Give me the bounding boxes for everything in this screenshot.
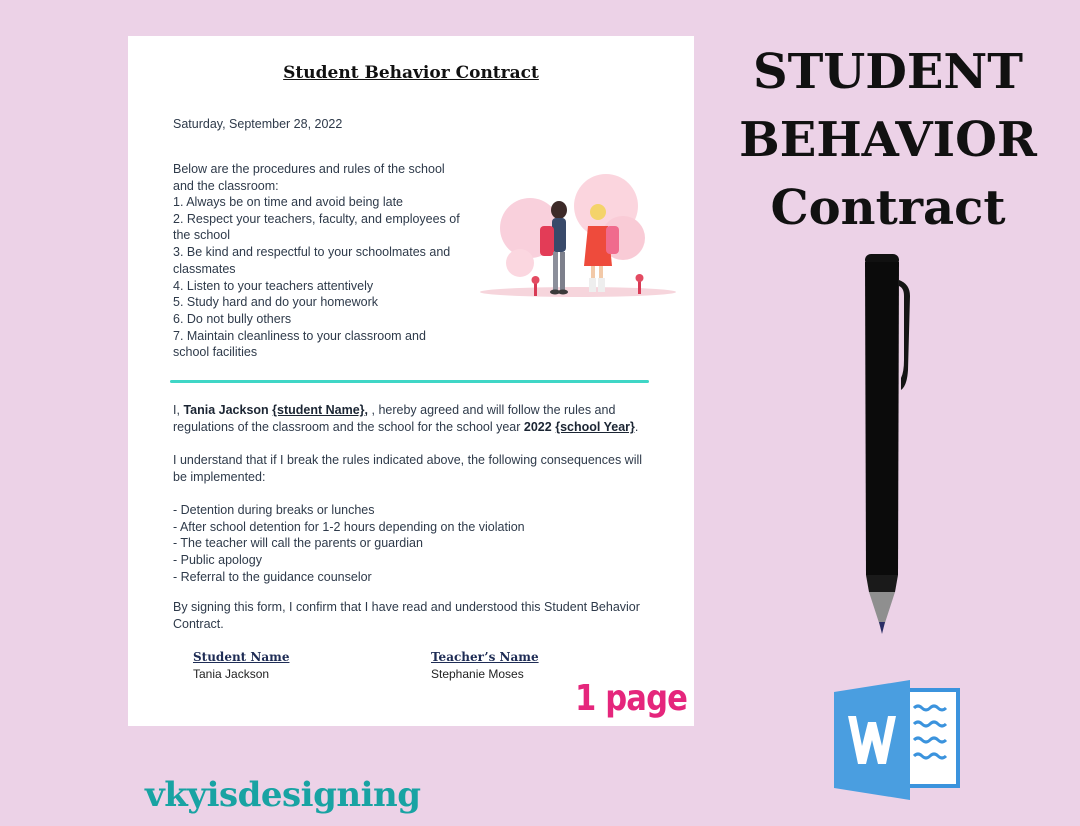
rules-intro: Below are the procedures and rules of the school and the classroom:: [173, 162, 445, 193]
agreement-body: , hereby agreed and will follow the rules and regulations of the classroom and the school for the school year: [173, 403, 616, 434]
consequence-item: - Detention during breaks or lunches: [173, 503, 375, 517]
headline-line-2: BEHAVIOR: [739, 112, 1037, 168]
consequences-intro: I understand that if I break the rules indicated above, the following consequences will be implemented:: [173, 453, 643, 484]
rule-item: 7. Maintain cleanliness to your classroom and school facilities: [173, 328, 426, 360]
headline-line-3: Contract: [770, 180, 1006, 236]
agreement-suffix: .: [634, 419, 639, 434]
consequence-item: - After school detention for 1-2 hours depending on the violation: [173, 519, 525, 534]
students-illustration: [478, 168, 678, 303]
school-year-value: 2022: [523, 419, 552, 434]
agreement-paragraph: [173, 402, 653, 435]
document-title: Student Behavior Contract: [283, 63, 539, 83]
student-name-placeholder: {student Name}: [272, 403, 365, 417]
rule-item: 6. Do not bully others: [173, 311, 292, 326]
teacher-signature-value: Stephanie Moses: [431, 667, 524, 681]
consequence-item: - Referral to the guidance counselor: [173, 569, 372, 584]
rule-item: 2. Respect your teachers, faculty, and employees of the school: [173, 211, 460, 243]
document-page: [128, 36, 694, 726]
rule-item: 1. Always be on time and avoid being late: [173, 195, 404, 209]
rule-item: 5. Study hard and do your homework: [173, 295, 378, 310]
headline: [738, 38, 1038, 242]
page-count-badge: 1 page: [575, 678, 688, 719]
rules-list: [173, 194, 463, 361]
rule-item: 4. Listen to your teachers attentively: [173, 278, 374, 293]
brand-name: vkyisdesigning: [145, 775, 421, 815]
consequences-list: [173, 502, 525, 586]
consequence-item: - The teacher will call the parents or guardian: [173, 536, 423, 551]
agreement-comma: ,: [364, 403, 369, 417]
student-signature-label: Student Name: [193, 650, 290, 664]
consequence-item: - Public apology: [173, 553, 262, 568]
student-signature-value: Tania Jackson: [193, 667, 270, 681]
agreement-prefix: I,: [173, 403, 180, 417]
section-divider: [170, 380, 649, 383]
student-name-value: Tania Jackson: [183, 403, 269, 417]
school-year-placeholder: {school Year}: [555, 419, 635, 434]
microsoft-word-icon: [830, 678, 965, 803]
confirmation-text: By signing this form, I confirm that I have read and understood this Student Behavior Contract.: [173, 600, 640, 631]
pen-icon: [846, 250, 916, 645]
rule-item: 3. Be kind and respectful to your schoolmates and classmates: [173, 245, 451, 276]
document-date: Saturday, September 28, 2022: [173, 117, 343, 131]
headline-line-1: STUDENT: [752, 44, 1024, 100]
teacher-signature-label: Teacher’s Name: [431, 650, 539, 664]
